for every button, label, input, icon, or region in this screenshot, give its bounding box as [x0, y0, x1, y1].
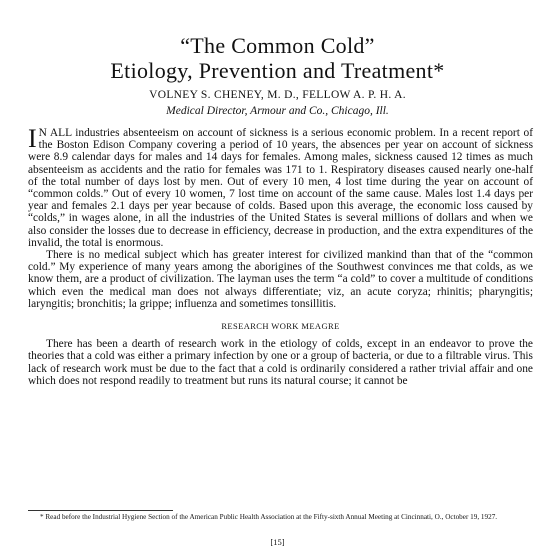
footnote-divider — [28, 510, 173, 511]
paragraph-2: There is no medical subject which has greater interest for civilized mankind than that of the “common cold.” My experience of many years among the aborigines of the Southwest convinces me that colds, as we know them, are a product of civilization. The layman uses the term “a cold” to cover a multitude of conditions which even the medical man does not always differentiate; viz, an acute coryza; rhinitis; pharyngitis; laryngitis; bronchitis; la grippe; influenza and sometimes tonsillitis. — [28, 249, 533, 310]
author-byline: VOLNEY S. CHENEY, M. D., FELLOW A. P. H. A. — [149, 89, 406, 101]
author-affiliation: Medical Director, Armour and Co., Chicago, Ill. — [166, 105, 389, 117]
article-title-line-2: Etiology, Prevention and Treatment* — [110, 58, 445, 83]
paragraph-3: There has been a dearth of research work in the etiology of colds, except in an endeavor to prove the theories that a cold was either a primary infection by one or a group of bacteria, or due to a filtrable virus. This lack of research work must be due to the fact that a cold is ordinarily considered a rather trivial affair and one which does not respond readily to treatment but runs its natural course; it cannot be — [28, 338, 533, 387]
footnote: * Read before the Industrial Hygiene Section of the American Public Health Association at the Fifty-sixth Annual Meeting at Cincinnati, O., October 19, 1927. — [40, 513, 498, 521]
article-body — [28, 124, 533, 387]
drop-cap: I — [28, 124, 37, 153]
paragraph-1 — [28, 124, 533, 249]
section-heading: RESEARCH WORK MEAGRE — [221, 321, 340, 332]
page-number: [15] — [270, 537, 285, 547]
article-title-line-1: “The Common Cold” — [180, 33, 375, 58]
paragraph-1-text: N ALL industries absenteeism on account of sickness is a serious economic problem. In a recent report of the Boston Edison Company covering a period of 10 years, the absences per year on account of sickness were 8.9 calendar days for males and 14 days for females. Among males, sickness caused 12 times as much absenteeism as accidents and the ratio for females was 171 to 1. Respiratory diseases caused nearly one-half of the total number of days lost by men. Out of every 10 men, 4 lost time during the year on account of “common colds.” Out of every 10 women, 7 lost time on account of the same cause. Males lost 1.4 days per year and females 2.1 days per year because of colds. Based upon this average, the economic loss caused by “colds,” in wages alone, in all the industries of the United States is several millions of dollars and when we also consider the losses due to decrease in efficiency, decrease in production, and the extra expenditures of the invalid, the total is enormous. — [28, 127, 533, 249]
